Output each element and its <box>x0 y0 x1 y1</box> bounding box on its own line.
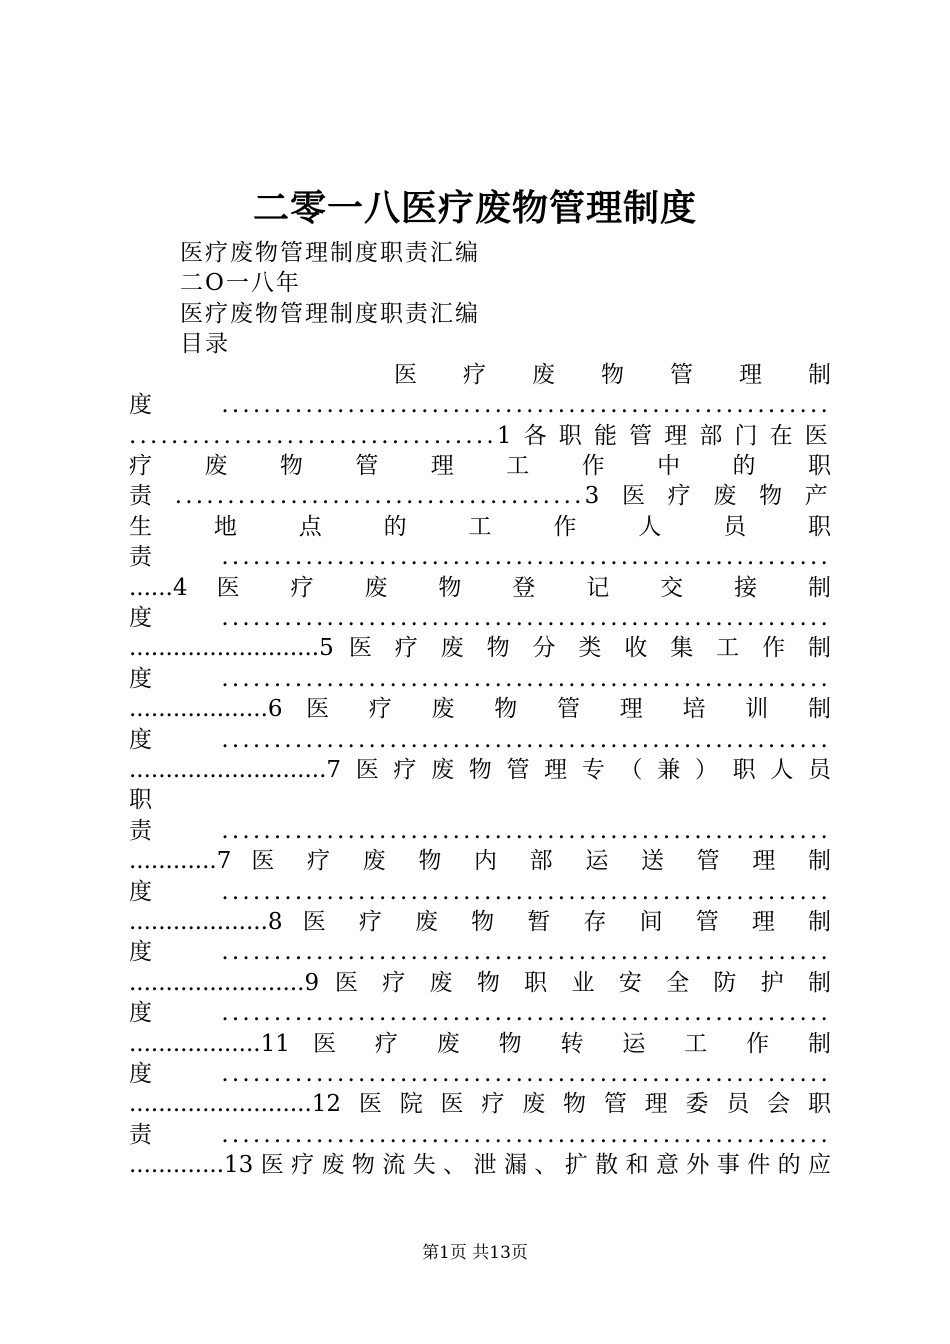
toc-line: 责.......................................3医疗废物产 <box>129 483 831 509</box>
toc-line: ..................11 医 疗 废 物 转 运 工 作 制 <box>129 1031 831 1057</box>
toc-line: 度.......................................................... <box>129 392 831 418</box>
toc-line: 职 <box>129 787 152 813</box>
toc-line: 度.......................................................... <box>129 1000 831 1026</box>
page-footer: 第1页 共13页 <box>422 1243 528 1263</box>
toc-line: 疗 废 物 管 理 工 作 中 的 职 <box>129 453 831 479</box>
toc-line: 医 疗 废 物 管 理 制 <box>394 362 831 388</box>
toc-line: 责.......................................................... <box>129 818 831 844</box>
toc-line: .............13医疗废物流失、泄漏、扩散和意外事件的应 <box>129 1152 831 1178</box>
toc-line: .........................12医院医疗废物管理委员会职 <box>129 1091 831 1117</box>
toc-line: 度.......................................................... <box>129 727 831 753</box>
toc-line: 度.......................................................... <box>129 939 831 965</box>
toc-line: ...........................7医疗废物管理专（兼）职人员 <box>129 757 831 783</box>
toc-line: 度.......................................................... <box>129 879 831 905</box>
document-title: 二零一八医疗废物管理制度 <box>252 187 697 229</box>
toc-line: 度.......................................................... <box>129 666 831 692</box>
intro-line: 医疗废物管理制度职责汇编 <box>180 240 480 266</box>
toc-line: 责.......................................................... <box>129 1122 831 1148</box>
toc-line: ...................6 医 疗 废 物 管 理 培 训 制 <box>129 696 831 722</box>
intro-line: 二O一八年 <box>180 270 301 296</box>
toc-line: ...................8 医 疗 废 物 暂 存 间 管 理 制 <box>129 909 831 935</box>
toc-line: 度.......................................................... <box>129 1061 831 1087</box>
toc-line: 生 地 点 的 工 作 人 员 职 <box>129 514 831 540</box>
toc-line: 度.......................................................... <box>129 605 831 631</box>
toc-line: ..........................5 医 疗 废 物 分 类 收 集 工 作 制 <box>129 635 831 661</box>
intro-line: 医疗废物管理制度职责汇编 <box>180 301 480 327</box>
toc-line: ......4 医 疗 废 物 登 记 交 接 制 <box>129 575 831 601</box>
toc-heading: 目录 <box>180 331 230 357</box>
toc-line: ........................9 医 疗 废 物 职 业 安 全 防 护 制 <box>129 970 831 996</box>
toc-line: 责.......................................................... <box>129 544 831 570</box>
toc-line: ............7 医 疗 废 物 内 部 运 送 管 理 制 <box>129 848 831 874</box>
toc-line: ...................................1各职能管理部门在医 <box>129 423 831 449</box>
